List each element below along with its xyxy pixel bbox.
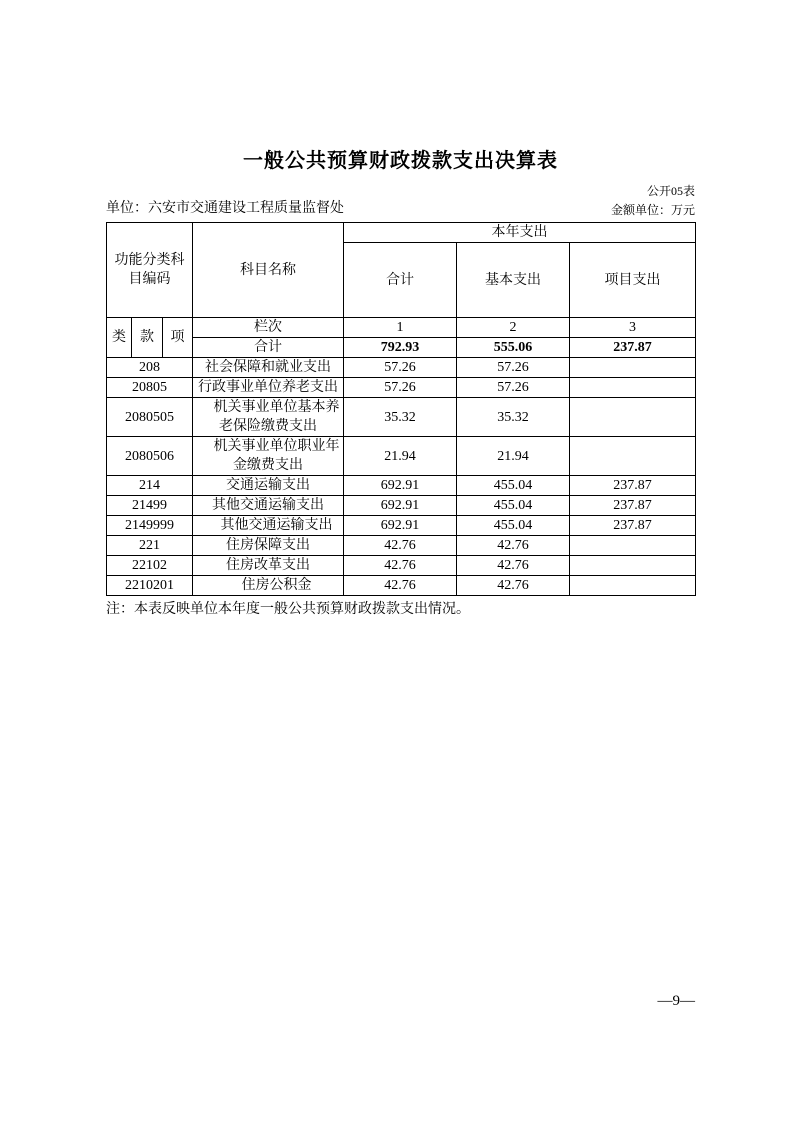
project-cell: 237.87 [570, 496, 696, 516]
subject-name-cell: 交通运输支出 [193, 476, 344, 496]
table-row [107, 576, 696, 596]
basic-cell: 455.04 [457, 476, 570, 496]
project-cell [570, 536, 696, 556]
budget-table [106, 222, 696, 596]
project-cell: 237.87 [570, 476, 696, 496]
page-title: 一般公共预算财政拨款支出决算表 [243, 150, 558, 172]
subject-name-cell: 社会保障和就业支出 [193, 358, 344, 378]
project-cell [570, 437, 696, 476]
code-cell: 22102 [107, 556, 193, 576]
header-total: 合计 [344, 243, 457, 318]
total-cell: 42.76 [344, 556, 457, 576]
table-row [107, 358, 696, 378]
subject-name-cell: 住房保障支出 [193, 536, 344, 556]
project-cell [570, 358, 696, 378]
code-cell: 221 [107, 536, 193, 556]
code-cell: 20805 [107, 378, 193, 398]
total-cell: 57.26 [344, 378, 457, 398]
basic-cell: 21.94 [457, 437, 570, 476]
header-column-index-label: 栏次 [193, 318, 344, 338]
basic-cell: 42.76 [457, 576, 570, 596]
table-row [107, 516, 696, 536]
subject-name-cell: 其他交通运输支出 [193, 496, 344, 516]
subject-name-cell: 行政事业单位养老支出 [193, 378, 344, 398]
page-number: —9— [657, 993, 695, 1009]
header-col-3: 3 [570, 318, 696, 338]
total-row [107, 338, 696, 358]
total-row-total: 792.93 [344, 338, 457, 358]
header-year-expenditure: 本年支出 [344, 223, 696, 243]
table-row [107, 496, 696, 516]
basic-cell: 57.26 [457, 378, 570, 398]
header-basic-expenditure: 基本支出 [457, 243, 570, 318]
table-row [107, 556, 696, 576]
project-cell [570, 576, 696, 596]
code-cell: 21499 [107, 496, 193, 516]
header-row-3 [107, 318, 696, 338]
total-cell: 692.91 [344, 476, 457, 496]
unit-row [106, 200, 695, 218]
total-cell: 42.76 [344, 576, 457, 596]
table-row [107, 437, 696, 476]
doc-code-label: 公开05表 [646, 184, 695, 198]
total-cell: 35.32 [344, 398, 457, 437]
header-col-2: 2 [457, 318, 570, 338]
subject-name-cell: 其他交通运输支出 [193, 516, 344, 536]
unit-name-label: 单位：六安市交通建设工程质量监督处 [106, 201, 344, 216]
total-row-label: 合计 [193, 338, 344, 358]
code-cell: 2080505 [107, 398, 193, 437]
total-row-project: 237.87 [570, 338, 696, 358]
total-row-basic: 555.06 [457, 338, 570, 358]
total-cell: 21.94 [344, 437, 457, 476]
subject-name-cell: 机关事业单位职业年金缴费支出 [193, 437, 344, 476]
project-cell [570, 398, 696, 437]
header-item: 项 [163, 318, 193, 358]
table-row [107, 378, 696, 398]
total-cell: 692.91 [344, 496, 457, 516]
header-subject-name: 科目名称 [193, 223, 344, 318]
subject-name-cell: 住房公积金 [193, 576, 344, 596]
code-cell: 208 [107, 358, 193, 378]
header-project-expenditure: 项目支出 [570, 243, 696, 318]
basic-cell: 42.76 [457, 556, 570, 576]
project-cell: 237.87 [570, 516, 696, 536]
table-row [107, 536, 696, 556]
basic-cell: 42.76 [457, 536, 570, 556]
total-cell: 692.91 [344, 516, 457, 536]
basic-cell: 57.26 [457, 358, 570, 378]
project-cell [570, 378, 696, 398]
basic-cell: 35.32 [457, 398, 570, 437]
code-cell: 214 [107, 476, 193, 496]
code-cell: 2080506 [107, 437, 193, 476]
code-cell: 2210201 [107, 576, 193, 596]
basic-cell: 455.04 [457, 496, 570, 516]
header-code: 功能分类科目编码 [107, 223, 193, 318]
header-row-1 [107, 223, 696, 243]
basic-cell: 455.04 [457, 516, 570, 536]
page-content [106, 0, 695, 619]
header-class: 类 [107, 318, 132, 358]
subject-name-cell: 住房改革支出 [193, 556, 344, 576]
table-row [107, 398, 696, 437]
table-row [107, 476, 696, 496]
table-note: 注：本表反映单位本年度一般公共预算财政拨款支出情况。 [106, 602, 470, 617]
code-cell: 2149999 [107, 516, 193, 536]
total-cell: 42.76 [344, 536, 457, 556]
project-cell [570, 556, 696, 576]
amount-unit-label: 金额单位：万元 [610, 203, 695, 217]
header-col-1: 1 [344, 318, 457, 338]
header-section: 款 [132, 318, 163, 358]
subject-name-cell: 机关事业单位基本养老保险缴费支出 [193, 398, 344, 437]
total-cell: 57.26 [344, 358, 457, 378]
